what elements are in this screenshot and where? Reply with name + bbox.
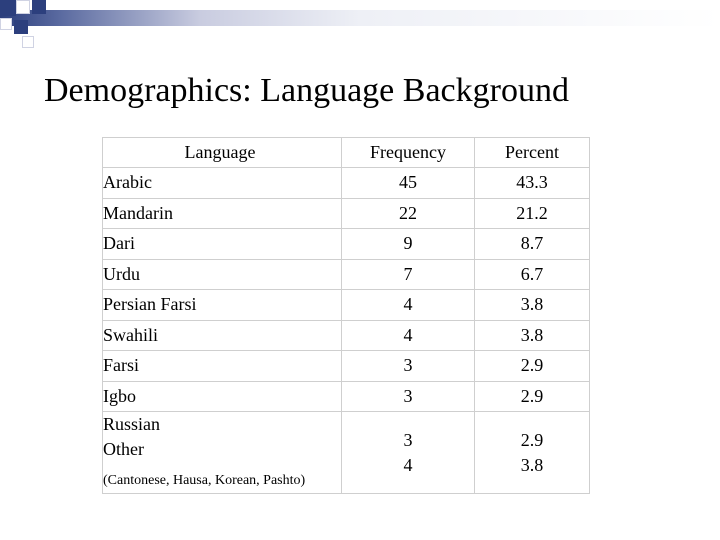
table-row xyxy=(103,229,590,260)
column-header-language: Language xyxy=(103,138,342,168)
language-cell: Farsi xyxy=(103,351,342,382)
percent-cell: 2.9 xyxy=(520,429,544,450)
frequency-cell: 4 xyxy=(403,454,413,475)
language-cell: Dari xyxy=(103,229,342,260)
language-cell: Arabic xyxy=(103,168,342,199)
column-header-percent: Percent xyxy=(475,138,590,168)
frequency-cell: 3 xyxy=(342,381,475,412)
decorative-square xyxy=(16,0,30,14)
percent-cell: 8.7 xyxy=(475,229,590,260)
frequency-cell: 3 xyxy=(342,351,475,382)
decorative-square xyxy=(0,0,16,16)
frequency-cell: 22 xyxy=(342,198,475,229)
frequency-cell: 3 xyxy=(403,429,413,450)
slide-title: Demographics: Language Background xyxy=(44,72,569,109)
frequency-cell: 4 xyxy=(342,320,475,351)
table-row xyxy=(103,259,590,290)
percent-cell: 2.9 xyxy=(475,351,590,382)
language-cell: Igbo xyxy=(103,381,342,412)
column-header-frequency: Frequency xyxy=(342,138,475,168)
table-row xyxy=(103,412,590,494)
percent-cell: 3.8 xyxy=(520,454,544,475)
percent-cell: 43.3 xyxy=(475,168,590,199)
frequency-cell: 45 xyxy=(342,168,475,199)
language-cell: Russian xyxy=(103,414,161,434)
language-cell: Mandarin xyxy=(103,198,342,229)
decorative-square xyxy=(22,36,34,48)
language-table xyxy=(102,137,590,494)
percent-cell: 3.8 xyxy=(475,320,590,351)
table-row xyxy=(103,168,590,199)
frequency-cell: 7 xyxy=(342,259,475,290)
language-cell: Persian Farsi xyxy=(103,290,342,321)
percent-cell: 3.8 xyxy=(475,290,590,321)
frequency-cell: 4 xyxy=(342,290,475,321)
language-cell-stacked xyxy=(103,412,342,494)
frequency-cell-stacked xyxy=(342,412,475,494)
percent-cell-stacked xyxy=(475,412,590,494)
decorative-square xyxy=(0,18,12,30)
table-header-row xyxy=(103,138,590,168)
table-row xyxy=(103,351,590,382)
table-row xyxy=(103,290,590,321)
table-row xyxy=(103,320,590,351)
decorative-header-bar xyxy=(0,10,720,26)
other-languages-note: (Cantonese, Hausa, Korean, Pashto) xyxy=(103,473,306,488)
frequency-cell: 9 xyxy=(342,229,475,260)
language-cell: Urdu xyxy=(103,259,342,290)
decorative-square xyxy=(14,20,28,34)
decorative-square xyxy=(32,0,46,14)
table-row xyxy=(103,381,590,412)
table-row xyxy=(103,198,590,229)
percent-cell: 21.2 xyxy=(475,198,590,229)
percent-cell: 2.9 xyxy=(475,381,590,412)
language-cell: Swahili xyxy=(103,320,342,351)
percent-cell: 6.7 xyxy=(475,259,590,290)
language-cell: Other xyxy=(103,439,144,459)
